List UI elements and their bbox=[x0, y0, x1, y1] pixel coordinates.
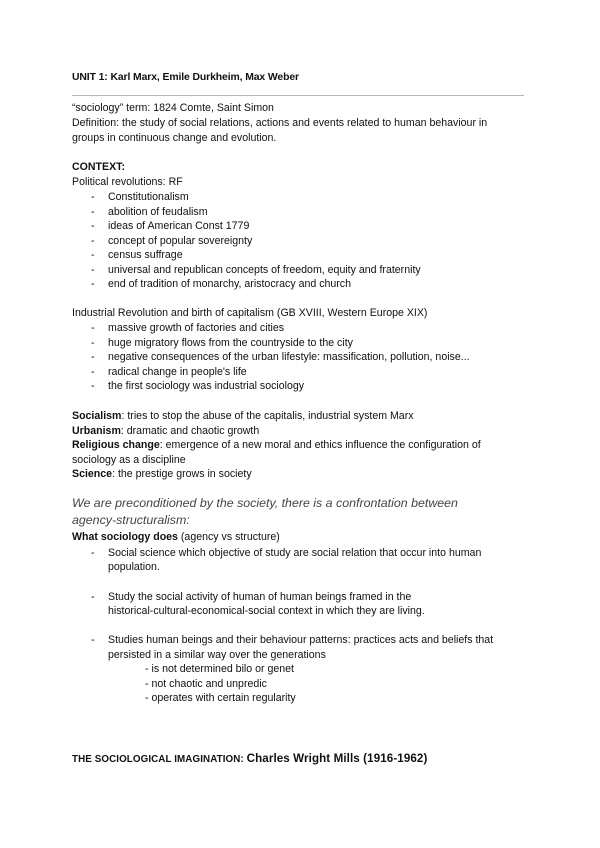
factor-text: : dramatic and chaotic growth bbox=[120, 425, 260, 437]
list-bullet: - bbox=[91, 264, 95, 276]
section-heading-caps: THE SOCIOLOGICAL IMAGINATION: bbox=[72, 754, 247, 765]
list-bullet: - bbox=[91, 337, 95, 349]
what-does-term: What sociology does bbox=[72, 531, 178, 543]
list-bullet: - bbox=[91, 547, 95, 559]
sub-list-item: - is not determined bilo or genet bbox=[145, 663, 294, 675]
list-item: Constitutionalism bbox=[108, 191, 189, 203]
factor-term: Socialism bbox=[72, 410, 122, 422]
factor-term: Religious change bbox=[72, 439, 160, 451]
unit-title: UNIT 1: Karl Marx, Emile Durkheim, Max Weber bbox=[72, 72, 299, 83]
sub-list-item: - not chaotic and unpredic bbox=[145, 678, 267, 690]
list-item: huge migratory flows from the countryside to the city bbox=[108, 337, 353, 349]
list-bullet: - bbox=[91, 380, 95, 392]
list-item-line: historical-cultural-economical-social context in which they are living. bbox=[108, 605, 425, 617]
factor-text: : tries to stop the abuse of the capitalis, industrial system Marx bbox=[121, 410, 414, 422]
list-bullet: - bbox=[91, 249, 95, 261]
what-sociology-does-heading bbox=[72, 530, 280, 545]
list-item-line: Studies human beings and their behaviour patterns: practices acts and beliefs that bbox=[108, 634, 494, 646]
factor-term: Urbanism bbox=[72, 425, 121, 437]
italic-note-line-1: We are preconditioned by the society, there is a confrontation between bbox=[72, 496, 458, 510]
factor-text: sociology as a discipline bbox=[72, 454, 186, 466]
list-item: the first sociology was industrial sociology bbox=[108, 380, 305, 392]
factor-continuation bbox=[72, 453, 186, 468]
list-item: end of tradition of monarchy, aristocracy and church bbox=[108, 278, 351, 290]
list-bullet: - bbox=[91, 206, 95, 218]
list-bullet: - bbox=[91, 235, 95, 247]
political-title: Political revolutions: RF bbox=[72, 176, 183, 188]
list-item-line: Social science which objective of study are social relation that occur into human bbox=[108, 547, 482, 559]
list-item: abolition of feudalism bbox=[108, 206, 208, 218]
intro-line-1: “sociology” term: 1824 Comte, Saint Simon bbox=[72, 102, 274, 114]
list-item: concept of popular sovereignty bbox=[108, 235, 253, 247]
list-bullet: - bbox=[91, 351, 95, 363]
section-heading-rest: Charles Wright Mills (1916-1962) bbox=[246, 752, 428, 765]
list-bullet: - bbox=[91, 366, 95, 378]
list-bullet: - bbox=[91, 220, 95, 232]
factor-urbanism bbox=[72, 424, 259, 439]
list-item: radical change in people's life bbox=[108, 366, 247, 378]
horizontal-rule bbox=[72, 95, 524, 96]
list-item: negative consequences of the urban lifestyle: massification, pollution, noise... bbox=[108, 351, 470, 363]
list-bullet: - bbox=[91, 591, 95, 603]
what-does-suffix: (agency vs structure) bbox=[177, 531, 280, 543]
factor-text: : emergence of a new moral and ethics influence the configuration of bbox=[159, 439, 481, 451]
list-item-line: persisted in a similar way over the generations bbox=[108, 649, 326, 661]
section-heading-sociological-imagination bbox=[72, 752, 427, 765]
factor-text: : the prestige grows in society bbox=[112, 468, 252, 480]
context-heading: CONTEXT: bbox=[72, 161, 125, 173]
list-item: massive growth of factories and cities bbox=[108, 322, 285, 334]
list-item: census suffrage bbox=[108, 249, 183, 261]
factor-socialism bbox=[72, 409, 414, 424]
list-item-line: Study the social activity of human of human beings framed in the bbox=[108, 591, 412, 603]
factor-science bbox=[72, 467, 252, 482]
intro-line-2: Definition: the study of social relations, actions and events related to human behaviour in bbox=[72, 117, 488, 129]
list-bullet: - bbox=[91, 634, 95, 646]
list-bullet: - bbox=[91, 278, 95, 290]
factor-term: Science bbox=[72, 468, 113, 480]
italic-note-line-2: agency-structuralism: bbox=[72, 513, 190, 527]
list-item-line: population. bbox=[108, 561, 160, 573]
list-item: universal and republican concepts of freedom, equity and fraternity bbox=[108, 264, 421, 276]
intro-line-3: groups in continuous change and evolution. bbox=[72, 132, 277, 144]
list-bullet: - bbox=[91, 322, 95, 334]
sub-list-item: - operates with certain regularity bbox=[145, 692, 296, 704]
factor-religious-change bbox=[72, 438, 481, 453]
industrial-title: Industrial Revolution and birth of capitalism (GB XVIII, Western Europe XIX) bbox=[72, 307, 428, 319]
list-item: ideas of American Const 1779 bbox=[108, 220, 250, 232]
list-bullet: - bbox=[91, 191, 95, 203]
